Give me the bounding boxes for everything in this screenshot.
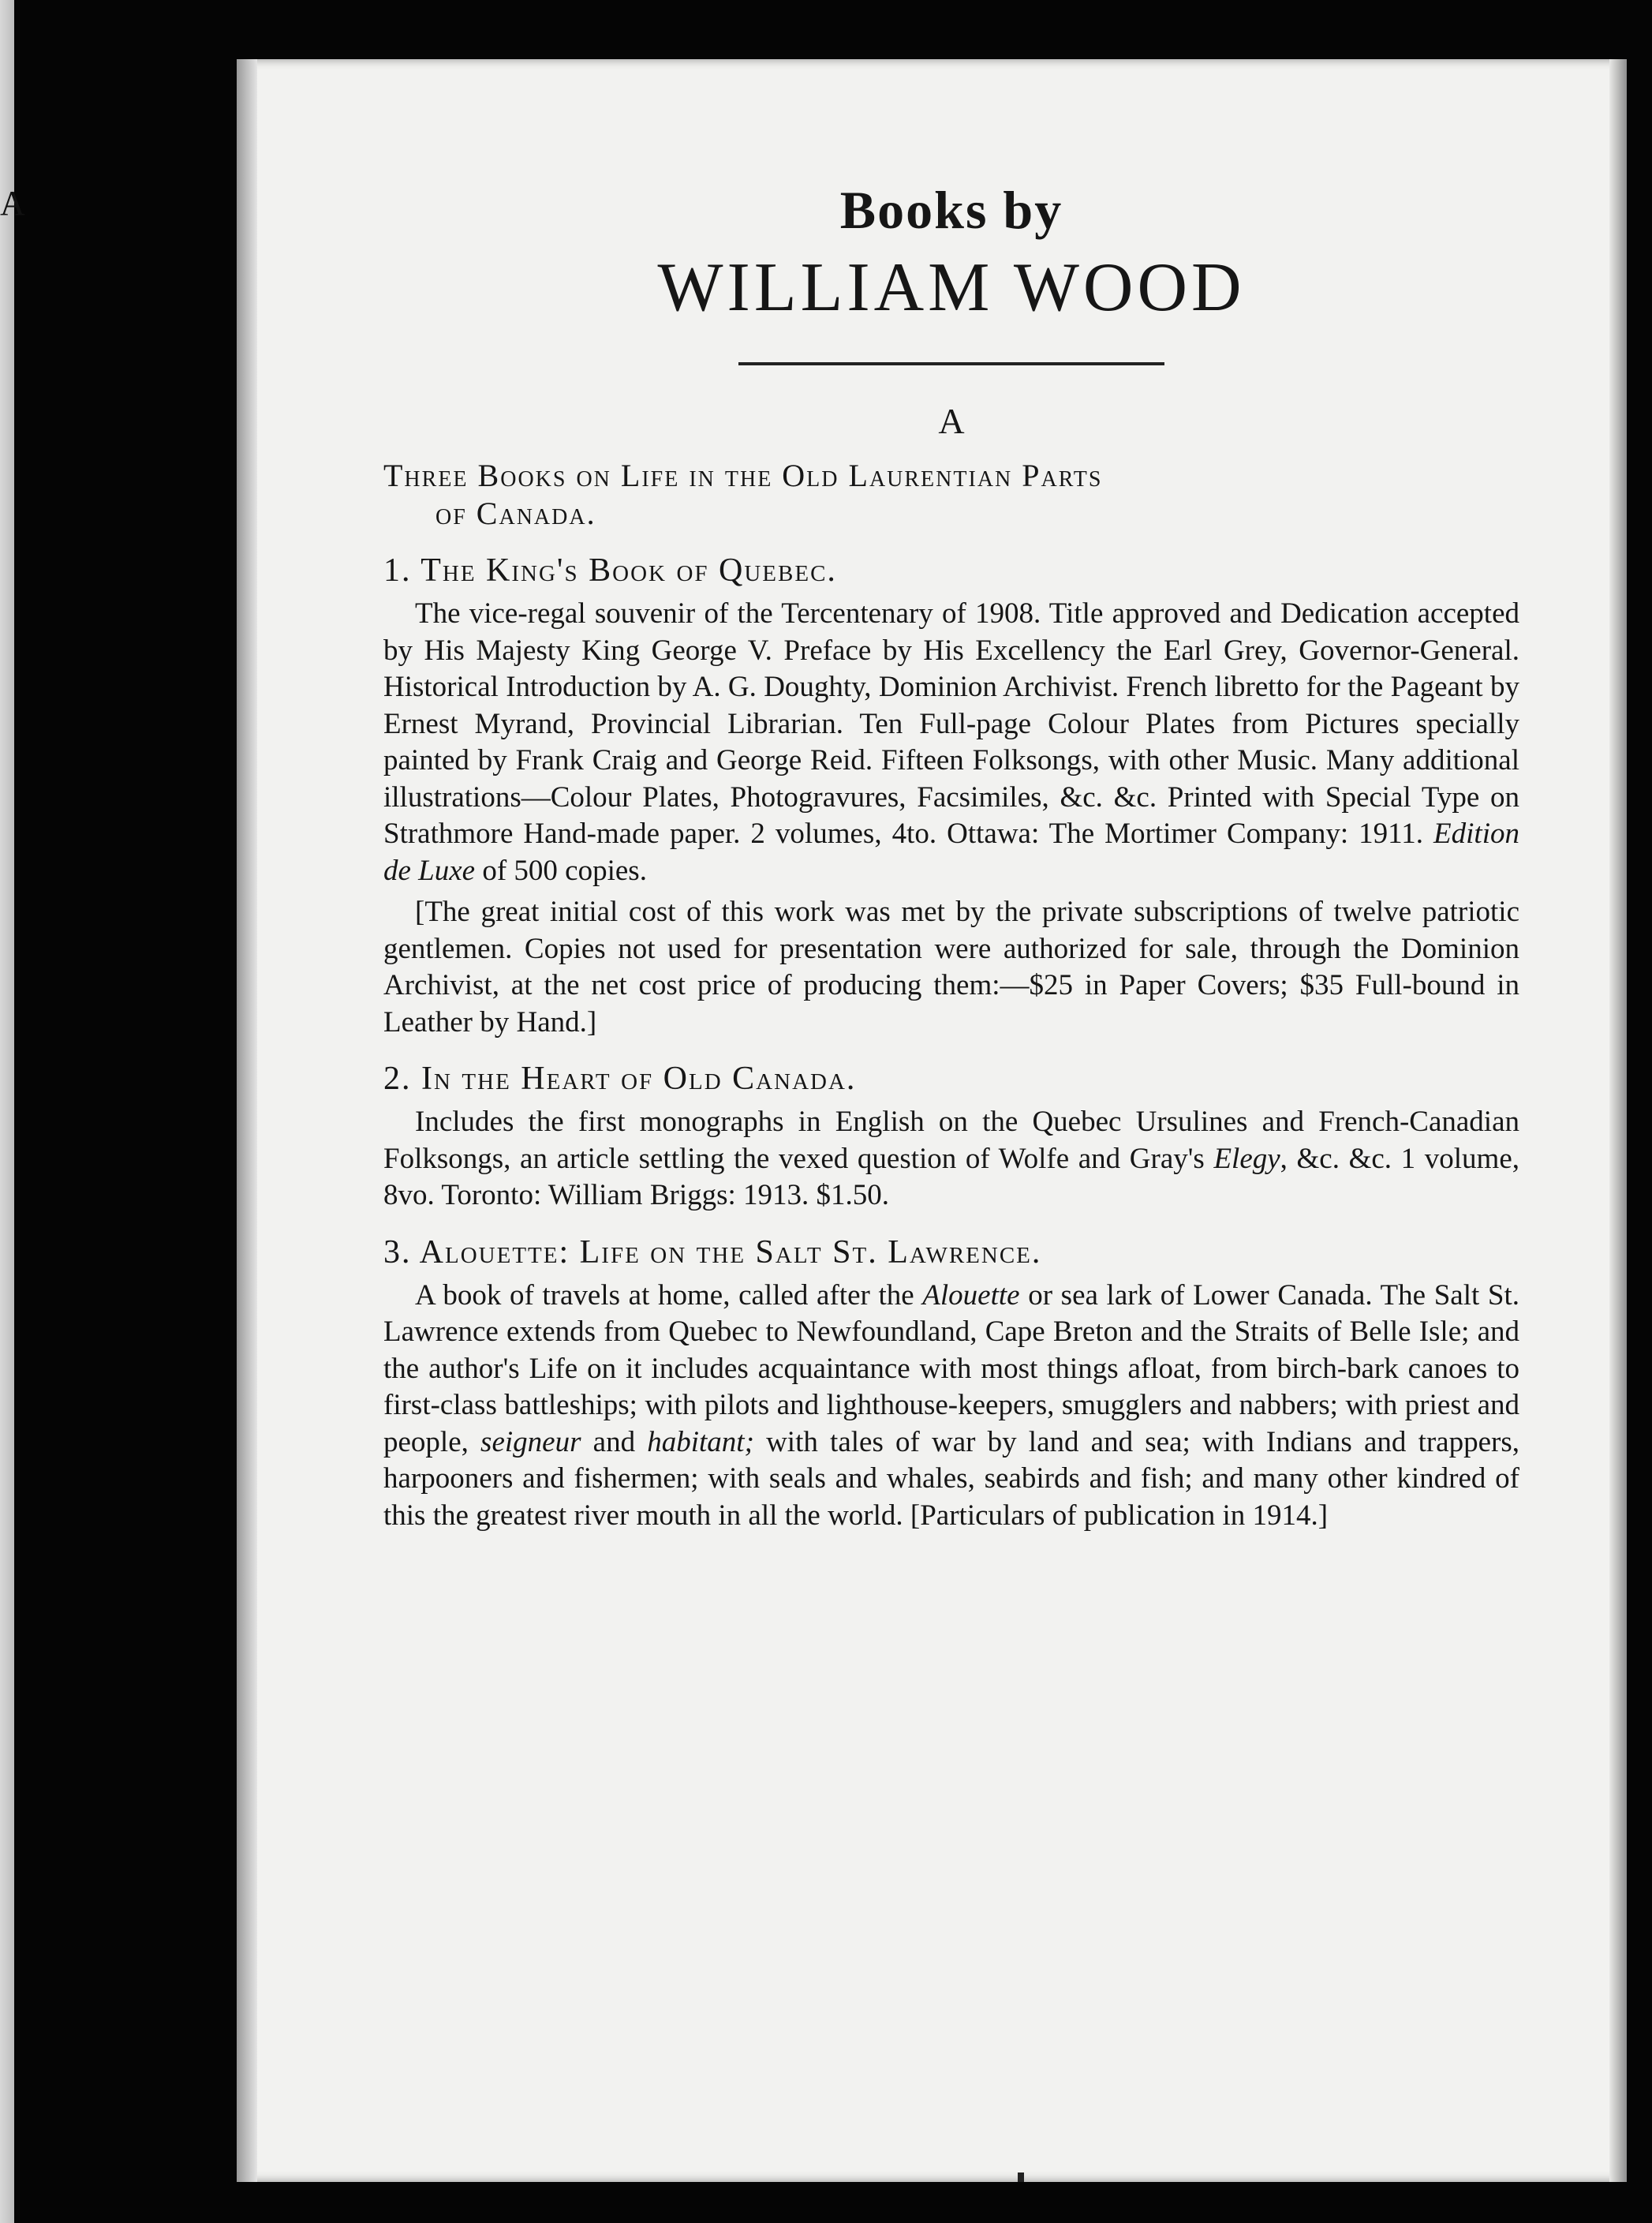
- book-page: [237, 59, 1627, 2182]
- heading-books-by: Books by: [839, 180, 1063, 240]
- page-content: [383, 178, 1519, 1534]
- page-right-edge: [1609, 59, 1627, 2182]
- book-3-habitant-italic: habitant;: [647, 1425, 754, 1458]
- book-2-description: [383, 1104, 1519, 1214]
- book-2-description-tail: , &c. &c. 1 volume, 8vo. Toronto: William Briggs: 1913. $1.50.: [383, 1142, 1519, 1211]
- section-title-line2: of Canada.: [435, 496, 596, 531]
- book-title-2: 2. In the Heart of Old Canada.: [383, 1061, 857, 1097]
- book-1-description-text: The vice-regal souvenir of the Tercentenary of 1908. Title approved and Dedication accepted by His Majesty King George V. Preface by His Excellency the Earl Grey, Governor-General. Historical Introduction by A. G. Doughty, Dominion Archivist. French libretto for the Pageant by Ernest Myrand, Provincial Librarian. Ten Full-page Colour Plates from Pictures specially painted by Frank Craig and George Reid. Fifteen Folksongs, with other Music. Many additional illustrations—Colour Plates, Photogravures, Facsimiles, &c. &c. Printed with Special Type on Strathmore Hand-made paper. 2 volumes, 4to. Ottawa: The Mortimer Company: 1911.: [383, 597, 1519, 850]
- book-3-seigneur-italic: seigneur: [480, 1425, 581, 1458]
- book-1-edition-italic: Edition de Luxe: [383, 818, 1519, 887]
- left-page-edge: [0, 0, 14, 2223]
- book-3-alouette-italic: Alouette: [922, 1278, 1020, 1312]
- divider-rule: [738, 362, 1164, 365]
- bottom-page-mark: [1018, 2172, 1024, 2182]
- book-2-description-text: Includes the first monographs in English on the Quebec Ursulines and French-Canadian Folksongs, an article settling the vexed question of Wolfe and Gray's: [383, 1106, 1519, 1175]
- book-1-description: [383, 596, 1519, 889]
- book-3-description: [383, 1278, 1519, 1535]
- section-title-line1: Three Books on Life in the Old Laurentian Parts: [383, 458, 1103, 493]
- book-3-text-c: and: [581, 1425, 648, 1458]
- left-page-fragment: A: [0, 184, 25, 223]
- book-title-1: 1. The King's Book of Quebec.: [383, 552, 837, 589]
- book-3-text-a: A book of travels at home, called after the: [415, 1278, 923, 1312]
- book-3-text-b: or sea lark of Lower Canada. The Salt St. Lawrence extends from Quebec to Newfoundland, Cape Breton and the Straits of Belle Isle; and the author's Life on it includes acquaintance with most things afloat, from birch-bark canoes to first-class battleships; with pilots and lighthouse-keepers, smugglers and nabbers; with priest and people,: [383, 1278, 1519, 1458]
- book-2-elegy-italic: Elegy: [1213, 1142, 1280, 1175]
- book-1-description-tail: of 500 copies.: [475, 854, 647, 887]
- section-letter: A: [938, 401, 965, 441]
- page-gutter-shadow: [237, 59, 257, 2182]
- book-1-note: [The great initial cost of this work was met by the private subscriptions of twelve patriotic gentlemen. Copies not used for presentation were authorized for sale, through the Dominion Archivist, at the net cost price of producing them:—$25 in Paper Covers; $35 Full-bound in Leather by Hand.]: [383, 896, 1519, 1039]
- book-3-text-d: with tales of war by land and sea; with Indians and trappers, harpooners and fishermen; with seals and whales, seabirds and fish; and many other kindred of this the greatest river mouth in all the world. [Particulars of publication in 1914.]: [383, 1425, 1519, 1532]
- book-title-3: 3. Alouette: Life on the Salt St. Lawrence.: [383, 1233, 1042, 1271]
- heading-author: WILLIAM WOOD: [657, 249, 1246, 326]
- section-title: [383, 457, 1519, 533]
